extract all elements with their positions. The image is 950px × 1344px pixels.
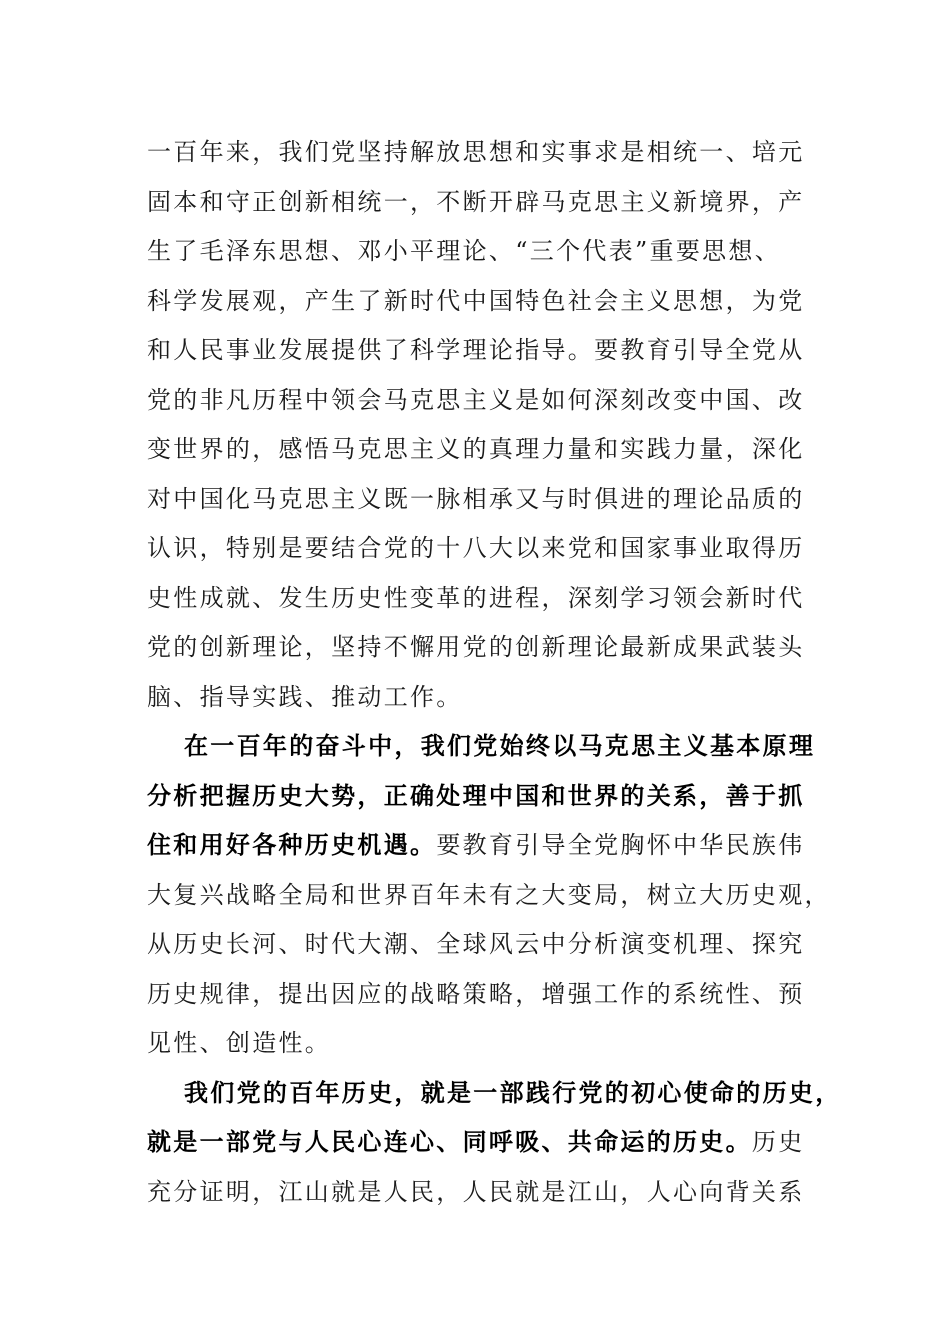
bold-text-run: 就是一部党与人民心连心、同呼吸、共命运的历史。 xyxy=(147,1128,752,1156)
text-line xyxy=(147,376,807,426)
text-run: 生了毛泽东思想、邓小平理论、“三个代表”重要思想、 xyxy=(147,237,782,265)
bold-text-run: 我们党的百年历史，就是一部践行党的初心使命的历史， xyxy=(184,1078,842,1107)
text-run: 大复兴战略全局和世界百年未有之大变局，树立大历史观， xyxy=(147,880,831,909)
text-run: 党的创新理论，坚持不懈用党的创新理论最新成果武装头 xyxy=(147,633,805,661)
text-line xyxy=(147,178,807,228)
text-run: 和人民事业发展提供了科学理论指导。要教育引导全党从 xyxy=(147,336,805,364)
text-line xyxy=(147,277,807,327)
text-line xyxy=(147,673,807,723)
text-line xyxy=(147,326,807,376)
text-run: 见性、创造性。 xyxy=(147,1029,332,1057)
text-line xyxy=(147,475,807,525)
text-run: 史性成就、发生历史性变革的进程，深刻学习领会新时代 xyxy=(147,583,805,612)
bold-text-run: 住和用好各种历史机遇。 xyxy=(147,831,437,859)
text-line xyxy=(147,722,816,772)
text-run: 对中国化马克思主义既一脉相承又与时俱进的理论品质的 xyxy=(147,484,805,513)
text-line xyxy=(147,1019,807,1069)
text-run: 认识，特别是要结合党的十八大以来党和国家事业取得历 xyxy=(147,534,805,562)
text-line xyxy=(147,524,807,574)
paragraph-1 xyxy=(147,128,807,722)
text-run: 历史 xyxy=(751,1128,805,1156)
text-line xyxy=(147,1069,842,1119)
paragraph-3 xyxy=(147,1069,842,1218)
text-run: 脑、指导实践、推动工作。 xyxy=(147,682,463,711)
text-run: 充分证明，江山就是人民，人民就是江山，人心向背关系 xyxy=(147,1177,805,1206)
text-run: 从历史长河、时代大潮、全球风云中分析演变机理、探究 xyxy=(147,930,805,958)
text-line xyxy=(147,1118,807,1168)
text-line xyxy=(147,821,807,871)
text-run: 历史规律，提出因应的战略策略，增强工作的系统性、预 xyxy=(147,979,805,1008)
text-line xyxy=(147,623,807,673)
bold-text-run: 在一百年的奋斗中，我们党始终以马克思主义基本原理 xyxy=(184,732,816,760)
text-run: 变世界的，感悟马克思主义的真理力量和实践力量，深化 xyxy=(147,435,805,463)
text-line xyxy=(147,128,807,178)
bold-text-run: 分析把握历史大势，正确处理中国和世界的关系，善于抓 xyxy=(147,781,805,810)
text-run: 党的非凡历程中领会马克思主义是如何深刻改变中国、改 xyxy=(147,385,805,414)
text-line xyxy=(147,970,807,1020)
text-run: 要教育引导全党胸怀中华民族伟 xyxy=(436,831,805,859)
text-line xyxy=(147,871,831,921)
text-line xyxy=(147,772,807,822)
text-run: 一百年来，我们党坚持解放思想和实事求是相统一、培元 xyxy=(147,138,805,166)
text-line xyxy=(147,425,807,475)
text-line xyxy=(147,574,807,624)
text-run: 科学发展观，产生了新时代中国特色社会主义思想，为党 xyxy=(147,286,805,315)
paragraph-2 xyxy=(147,722,831,1069)
text-line xyxy=(147,1168,807,1218)
text-run: 固本和守正创新相统一，不断开辟马克思主义新境界，产 xyxy=(147,187,805,216)
document-body xyxy=(147,128,842,1217)
text-line xyxy=(147,227,807,277)
text-line xyxy=(147,920,807,970)
